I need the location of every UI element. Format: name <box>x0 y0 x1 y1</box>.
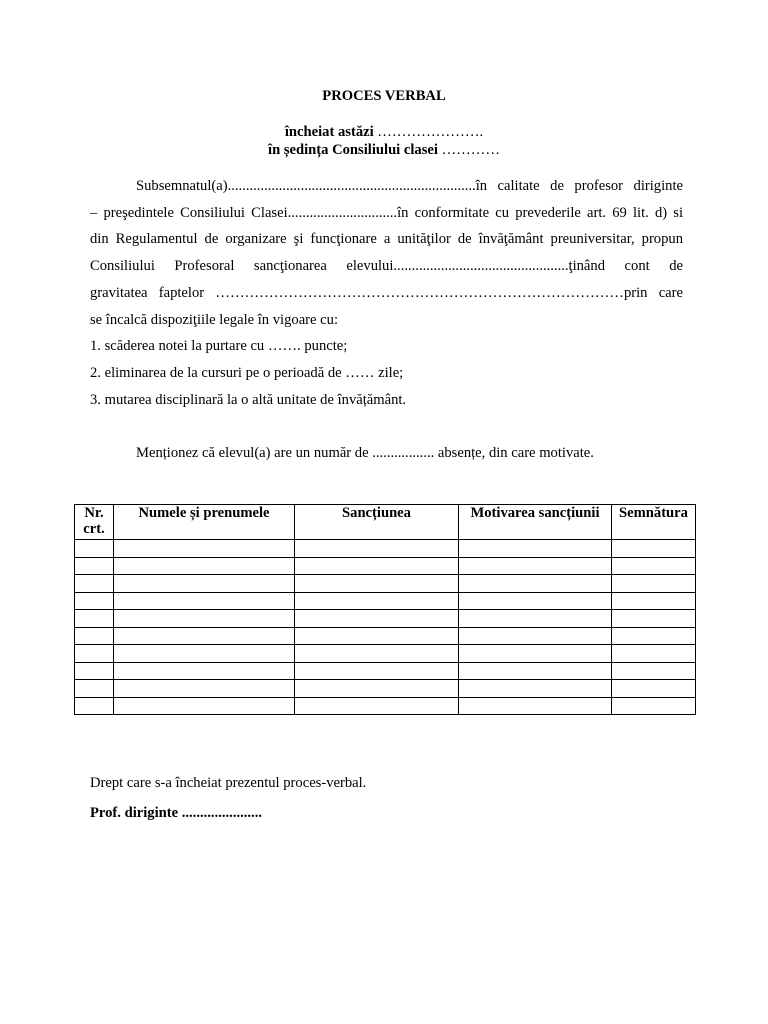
table-cell <box>114 697 295 715</box>
table-cell <box>295 575 459 593</box>
table-cell <box>75 645 114 663</box>
signature-line: Prof. diriginte ...................... <box>90 805 263 821</box>
sanction-item-3: 3. mutarea disciplinară la o altă unitate de învățământ. <box>90 392 407 408</box>
table-cell <box>295 697 459 715</box>
table-cell <box>612 575 696 593</box>
table-row <box>75 627 696 645</box>
table-row <box>75 610 696 628</box>
date-label: încheiat astăzi <box>284 124 374 140</box>
table-cell <box>459 662 612 680</box>
table-cell <box>75 557 114 575</box>
table-cell <box>75 697 114 715</box>
table-cell <box>295 540 459 558</box>
date-line <box>0 124 768 141</box>
table-cell <box>114 575 295 593</box>
table-cell <box>459 697 612 715</box>
table-cell <box>459 540 612 558</box>
document-title: PROCES VERBAL <box>322 88 446 104</box>
table-cell <box>114 557 295 575</box>
table-cell <box>612 592 696 610</box>
table-cell <box>295 627 459 645</box>
paragraph-line-4: Consiliului Profesoral sancţionarea elevului................................................ţinând cont de <box>90 258 683 274</box>
header-nr-crt: Nr. crt. <box>75 505 114 540</box>
table-cell <box>75 610 114 628</box>
table-cell <box>114 645 295 663</box>
table-row <box>75 697 696 715</box>
table-row <box>75 662 696 680</box>
table-cell <box>75 575 114 593</box>
table-cell <box>295 557 459 575</box>
table-cell <box>114 662 295 680</box>
table-cell <box>459 610 612 628</box>
meeting-line <box>0 142 768 159</box>
table-cell <box>612 645 696 663</box>
table-cell <box>459 680 612 698</box>
header-name: Numele și prenumele <box>114 505 295 540</box>
sanction-item-2: 2. eliminarea de la cursuri pe o perioadă de …… zile; <box>90 365 404 381</box>
paragraph-line-6: se încalcă dispoziţiile legale în vigoare cu: <box>90 312 338 328</box>
closing-statement: Drept care s-a încheiat prezentul proces-verbal. <box>90 775 367 791</box>
table-cell <box>612 627 696 645</box>
header-signature: Semnătura <box>612 505 696 540</box>
table-cell <box>459 575 612 593</box>
table-cell <box>295 645 459 663</box>
paragraph-line-1: Subsemnatul(a)....................................................................în calitate de profesor diriginte <box>136 178 683 194</box>
table-cell <box>459 592 612 610</box>
paragraph-line-3: din Regulamentul de organizare şi funcţionare a unităţilor de învăţământ preuniversitar, propun <box>90 231 683 247</box>
meeting-blank: ………… <box>437 142 500 158</box>
table-cell <box>612 557 696 575</box>
table-cell <box>295 662 459 680</box>
table-cell <box>459 627 612 645</box>
table-cell <box>75 592 114 610</box>
sanction-item-1: 1. scăderea notei la purtare cu ……. puncte; <box>90 338 348 354</box>
table-row <box>75 575 696 593</box>
meeting-label: în ședința Consiliului clasei <box>268 142 438 158</box>
paragraph-line-5: gravitatea faptelor …………………………………………………………………………prin care <box>90 285 683 301</box>
paragraph-line-2: – preşedintele Consiliului Clasei..............................în conformitate cu prevederile art. 69 lit. d) si <box>90 205 683 221</box>
table-cell <box>295 610 459 628</box>
table-cell <box>612 610 696 628</box>
table-cell <box>75 662 114 680</box>
table-cell <box>75 540 114 558</box>
table-row <box>75 592 696 610</box>
table-header-row <box>75 505 696 540</box>
table-cell <box>114 610 295 628</box>
table-cell <box>114 627 295 645</box>
table-row <box>75 557 696 575</box>
date-blank: …………………. <box>373 124 484 140</box>
table-cell <box>75 680 114 698</box>
table-cell <box>114 680 295 698</box>
table-row <box>75 680 696 698</box>
table-cell <box>295 592 459 610</box>
table-cell <box>612 662 696 680</box>
table-cell <box>75 627 114 645</box>
table-cell <box>612 697 696 715</box>
header-motivation: Motivarea sancțiunii <box>459 505 612 540</box>
table-row <box>75 645 696 663</box>
table-cell <box>114 592 295 610</box>
absences-statement: Menționez că elevul(a) are un număr de ................. absențe, din care motivate. <box>136 445 594 461</box>
table-cell <box>114 540 295 558</box>
table-cell <box>459 645 612 663</box>
table-cell <box>612 540 696 558</box>
table-body <box>75 540 696 715</box>
sanctions-table <box>74 504 696 715</box>
table-cell <box>459 557 612 575</box>
table-cell <box>295 680 459 698</box>
table-row <box>75 540 696 558</box>
header-sanction: Sancțiunea <box>295 505 459 540</box>
table-cell <box>612 680 696 698</box>
